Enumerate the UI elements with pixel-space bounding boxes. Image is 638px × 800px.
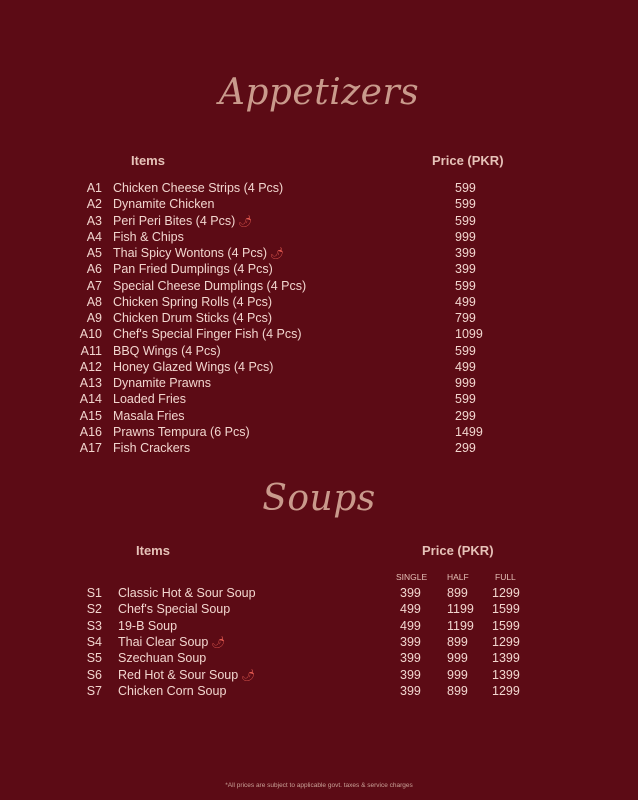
item-name-text: Chicken Drum Sticks (4 Pcs): [113, 311, 273, 325]
chili-pepper-icon: 🌶: [270, 248, 284, 260]
item-name-text: Chef's Special Finger Fish (4 Pcs): [113, 327, 302, 342]
price-full: 1299: [492, 683, 520, 698]
item-name-text: Chef's Special Soup: [118, 602, 231, 617]
item-code: A2: [86, 197, 102, 212]
item-price: 499: [455, 294, 476, 309]
menu-item-row: [0, 667, 638, 683]
item-name: [113, 229, 184, 245]
item-name-text: Dynamite Prawns: [113, 376, 211, 390]
item-name-text: Peri Peri Bites (4 Pcs): [113, 213, 236, 228]
price-single: 399: [400, 667, 421, 682]
item-name: [113, 278, 306, 294]
menu-item-row: [0, 229, 638, 245]
item-code: A7: [86, 278, 102, 293]
item-price: 999: [455, 229, 476, 244]
size-header-full: FULL: [495, 572, 516, 582]
item-name: [113, 343, 221, 359]
soups-price-header: Price (PKR): [422, 543, 494, 558]
item-price: 599: [455, 392, 476, 407]
size-header-half: HALF: [447, 572, 469, 582]
menu-item-row: [0, 391, 638, 407]
item-price: 1099: [455, 327, 483, 342]
item-code: A9: [86, 311, 102, 325]
item-code: S4: [86, 634, 102, 649]
item-code: A14: [79, 392, 102, 407]
item-name-text: Special Cheese Dumplings (4 Pcs): [113, 278, 307, 293]
item-name: [113, 391, 186, 407]
price-half: 899: [447, 683, 468, 698]
item-code: S3: [86, 618, 102, 633]
size-header-single: SINGLE: [396, 572, 428, 582]
price-half: 899: [447, 586, 468, 600]
item-name: [118, 667, 255, 684]
price-full: 1599: [492, 618, 520, 633]
item-code: A3: [86, 213, 102, 228]
item-name-text: 19-B Soup: [118, 618, 178, 633]
menu-item-row: [0, 585, 638, 601]
item-name: [113, 310, 272, 326]
menu-item-row: [0, 375, 638, 391]
soups-title: Soups: [262, 478, 376, 519]
item-name-text: Dynamite Chicken: [113, 197, 215, 212]
menu-item-row: [0, 683, 638, 699]
item-price: 599: [455, 197, 476, 212]
item-name: [113, 180, 283, 196]
price-half: 899: [447, 634, 468, 649]
item-name: [113, 424, 250, 440]
item-price: 599: [455, 213, 476, 228]
appetizers-price-header: Price (PKR): [432, 153, 504, 168]
item-name: [113, 326, 302, 342]
chili-pepper-icon: 🌶: [238, 215, 253, 228]
item-name: [113, 261, 273, 277]
price-full: 1599: [492, 602, 520, 617]
item-name-text: Pan Fried Dumplings (4 Pcs): [113, 262, 273, 277]
item-price: 299: [455, 441, 476, 455]
item-code: S2: [86, 602, 102, 617]
item-name: [118, 650, 206, 666]
item-price: 599: [455, 181, 476, 195]
chili-pepper-icon: 🌶: [211, 636, 226, 649]
item-price: 399: [455, 262, 476, 277]
item-price: 799: [455, 311, 476, 325]
item-name-text: Honey Glazed Wings (4 Pcs): [113, 359, 274, 374]
menu-item-row: [0, 601, 638, 617]
item-name-text: Chicken Spring Rolls (4 Pcs): [113, 294, 273, 309]
item-code: A11: [80, 343, 102, 358]
item-name-text: Chicken Corn Soup: [118, 683, 227, 698]
item-code: S7: [86, 683, 102, 698]
menu-item-row: [0, 245, 638, 261]
menu-item-row: [0, 359, 638, 375]
menu-item-row: [0, 326, 638, 342]
item-name: [113, 359, 273, 375]
price-single: 399: [400, 651, 421, 666]
item-code: A1: [86, 181, 102, 195]
price-half: 1199: [447, 618, 474, 633]
item-name: [113, 440, 190, 456]
item-price: 499: [455, 359, 476, 374]
item-name-text: Loaded Fries: [113, 392, 186, 407]
item-name-text: Thai Clear Soup: [118, 634, 209, 649]
menu-item-row: [0, 278, 638, 294]
menu-item-row: [0, 634, 638, 650]
appetizers-items-header: Items: [131, 153, 165, 168]
item-code: A17: [79, 441, 102, 455]
price-half: 999: [447, 667, 468, 682]
item-name: [113, 294, 272, 310]
item-price: 299: [455, 408, 476, 423]
item-name-text: Szechuan Soup: [118, 651, 207, 666]
item-name-text: Fish & Chips: [113, 229, 184, 244]
item-name: [113, 196, 214, 212]
menu-item-row: [0, 180, 638, 196]
item-price: 1499: [455, 424, 483, 439]
item-price: 599: [455, 343, 476, 358]
item-name-text: BBQ Wings (4 Pcs): [113, 343, 221, 358]
item-code: S5: [86, 651, 102, 666]
item-code: A8: [86, 294, 102, 309]
price-full: 1399: [492, 667, 520, 682]
price-single: 499: [400, 618, 421, 633]
item-name: [118, 585, 256, 601]
item-code: A5: [86, 246, 102, 260]
item-name: [118, 601, 230, 617]
item-name-text: Fish Crackers: [113, 441, 191, 455]
item-code: A13: [79, 376, 102, 390]
item-code: A6: [86, 262, 102, 277]
menu-item-row: [0, 440, 638, 456]
item-code: A4: [86, 229, 102, 244]
item-code: A12: [79, 359, 102, 374]
footer-note: *All prices are subject to applicable govt. taxes & service charges: [225, 782, 413, 789]
price-single: 499: [400, 602, 421, 617]
price-half: 1199: [447, 602, 474, 617]
menu-item-row: [0, 196, 638, 212]
price-single: 399: [400, 683, 421, 698]
price-full: 1399: [492, 651, 520, 666]
item-name: [113, 245, 284, 262]
menu-item-row: [0, 650, 638, 666]
soups-items-header: Items: [136, 543, 170, 558]
item-code: S1: [86, 586, 102, 600]
item-name: [113, 213, 252, 230]
price-half: 999: [447, 651, 468, 666]
menu-item-row: [0, 343, 638, 359]
item-name-text: Masala Fries: [113, 408, 185, 423]
menu-item-row: [0, 618, 638, 634]
item-price: 399: [455, 246, 476, 260]
menu-item-row: [0, 213, 638, 229]
price-full: 1299: [492, 634, 520, 649]
item-code: A10: [79, 327, 102, 342]
price-single: 399: [400, 586, 421, 600]
item-code: A16: [79, 424, 102, 439]
item-name-text: Classic Hot & Sour Soup: [118, 586, 256, 600]
chili-pepper-icon: 🌶: [241, 669, 256, 682]
menu-item-row: [0, 294, 638, 310]
item-price: 999: [455, 376, 476, 390]
item-name-text: Chicken Cheese Strips (4 Pcs): [113, 181, 284, 195]
item-name-text: Thai Spicy Wontons (4 Pcs): [113, 246, 267, 260]
menu-item-row: [0, 424, 638, 440]
price-single: 399: [400, 634, 421, 649]
menu-item-row: [0, 261, 638, 277]
item-name-text: Prawns Tempura (6 Pcs): [113, 424, 250, 439]
menu-item-row: [0, 310, 638, 326]
item-code: S6: [86, 667, 102, 682]
item-code: A15: [79, 408, 102, 423]
item-name: [118, 618, 177, 634]
item-name: [118, 683, 226, 699]
appetizers-title: Appetizers: [218, 72, 420, 113]
item-name: [113, 408, 185, 424]
price-full: 1299: [492, 586, 520, 600]
item-price: 599: [455, 278, 476, 293]
item-name: [113, 375, 211, 391]
menu-item-row: [0, 408, 638, 424]
item-name-text: Red Hot & Sour Soup: [118, 667, 239, 682]
item-name: [118, 634, 225, 651]
